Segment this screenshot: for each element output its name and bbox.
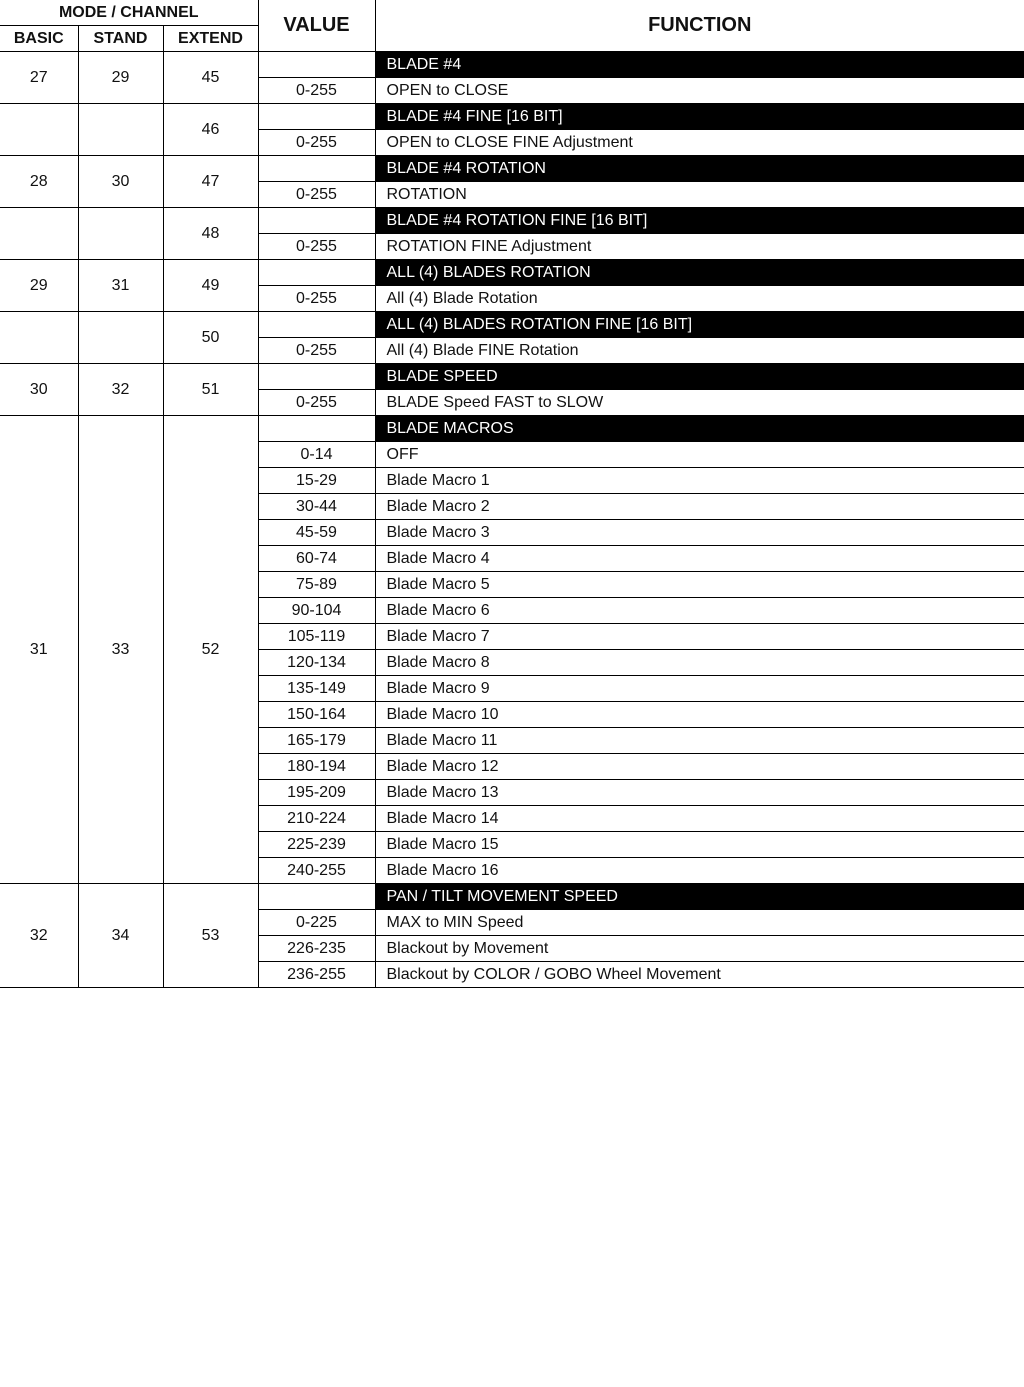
value-cell: 30-44 <box>258 494 375 520</box>
extend-channel-cell: 46 <box>163 104 258 156</box>
value-cell: 0-255 <box>258 130 375 156</box>
value-cell: 105-119 <box>258 624 375 650</box>
extend-channel-cell: 53 <box>163 884 258 988</box>
function-cell: OPEN to CLOSE FINE Adjustment <box>375 130 1024 156</box>
basic-channel-cell <box>0 312 78 364</box>
value-cell: 15-29 <box>258 468 375 494</box>
stand-channel-cell: 33 <box>78 416 163 884</box>
value-cell: 60-74 <box>258 546 375 572</box>
channel-title-row <box>0 104 1024 130</box>
function-cell: All (4) Blade FINE Rotation <box>375 338 1024 364</box>
function-cell: Blade Macro 1 <box>375 468 1024 494</box>
stand-channel-cell <box>78 208 163 260</box>
value-cell: 0-255 <box>258 182 375 208</box>
basic-channel-cell: 27 <box>0 52 78 104</box>
function-cell: Blade Macro 8 <box>375 650 1024 676</box>
value-cell: 0-225 <box>258 910 375 936</box>
function-section-title: BLADE #4 ROTATION <box>375 156 1024 182</box>
function-cell: ROTATION <box>375 182 1024 208</box>
basic-channel-cell: 29 <box>0 260 78 312</box>
extend-channel-cell: 51 <box>163 364 258 416</box>
table-header <box>0 0 1024 52</box>
value-cell: 0-255 <box>258 78 375 104</box>
function-cell: OPEN to CLOSE <box>375 78 1024 104</box>
value-cell: 180-194 <box>258 754 375 780</box>
extend-channel-cell: 50 <box>163 312 258 364</box>
value-cell: 0-255 <box>258 338 375 364</box>
function-header: FUNCTION <box>375 0 1024 52</box>
function-cell: Blade Macro 10 <box>375 702 1024 728</box>
extend-channel-cell: 48 <box>163 208 258 260</box>
value-cell-empty <box>258 416 375 442</box>
extend-header: EXTEND <box>163 26 258 52</box>
table-body <box>0 52 1024 988</box>
function-section-title: BLADE #4 FINE [16 BIT] <box>375 104 1024 130</box>
value-cell: 120-134 <box>258 650 375 676</box>
function-section-title: ALL (4) BLADES ROTATION <box>375 260 1024 286</box>
value-cell: 135-149 <box>258 676 375 702</box>
function-cell: Blade Macro 13 <box>375 780 1024 806</box>
value-cell: 165-179 <box>258 728 375 754</box>
channel-title-row <box>0 884 1024 910</box>
value-cell: 45-59 <box>258 520 375 546</box>
channel-title-row <box>0 260 1024 286</box>
channel-title-row <box>0 52 1024 78</box>
function-cell: Blade Macro 16 <box>375 858 1024 884</box>
stand-channel-cell: 34 <box>78 884 163 988</box>
value-cell: 0-255 <box>258 286 375 312</box>
value-cell: 0-255 <box>258 390 375 416</box>
value-cell: 150-164 <box>258 702 375 728</box>
value-cell: 210-224 <box>258 806 375 832</box>
stand-channel-cell <box>78 104 163 156</box>
basic-header: BASIC <box>0 26 78 52</box>
value-cell: 75-89 <box>258 572 375 598</box>
function-section-title: BLADE #4 ROTATION FINE [16 BIT] <box>375 208 1024 234</box>
function-section-title: BLADE #4 <box>375 52 1024 78</box>
extend-channel-cell: 47 <box>163 156 258 208</box>
value-cell-empty <box>258 208 375 234</box>
basic-channel-cell: 32 <box>0 884 78 988</box>
function-section-title: BLADE MACROS <box>375 416 1024 442</box>
basic-channel-cell: 30 <box>0 364 78 416</box>
function-cell: OFF <box>375 442 1024 468</box>
basic-channel-cell: 28 <box>0 156 78 208</box>
stand-channel-cell: 29 <box>78 52 163 104</box>
stand-header: STAND <box>78 26 163 52</box>
function-section-title: BLADE SPEED <box>375 364 1024 390</box>
stand-channel-cell: 32 <box>78 364 163 416</box>
function-cell: Blade Macro 5 <box>375 572 1024 598</box>
value-cell: 0-255 <box>258 234 375 260</box>
value-cell-empty <box>258 312 375 338</box>
function-cell: All (4) Blade Rotation <box>375 286 1024 312</box>
function-cell: Blade Macro 4 <box>375 546 1024 572</box>
function-cell: Blade Macro 14 <box>375 806 1024 832</box>
function-cell: Blade Macro 2 <box>375 494 1024 520</box>
stand-channel-cell: 30 <box>78 156 163 208</box>
channel-title-row <box>0 416 1024 442</box>
function-cell: Blade Macro 7 <box>375 624 1024 650</box>
value-cell: 236-255 <box>258 962 375 988</box>
value-cell: 225-239 <box>258 832 375 858</box>
channel-title-row <box>0 312 1024 338</box>
function-cell: BLADE Speed FAST to SLOW <box>375 390 1024 416</box>
stand-channel-cell: 31 <box>78 260 163 312</box>
function-cell: Blade Macro 3 <box>375 520 1024 546</box>
function-cell: Blade Macro 11 <box>375 728 1024 754</box>
function-cell: Blade Macro 12 <box>375 754 1024 780</box>
channel-title-row <box>0 208 1024 234</box>
channel-title-row <box>0 156 1024 182</box>
function-section-title: ALL (4) BLADES ROTATION FINE [16 BIT] <box>375 312 1024 338</box>
stand-channel-cell <box>78 312 163 364</box>
extend-channel-cell: 45 <box>163 52 258 104</box>
function-cell: Blade Macro 6 <box>375 598 1024 624</box>
function-cell: Blackout by Movement <box>375 936 1024 962</box>
basic-channel-cell <box>0 208 78 260</box>
function-cell: ROTATION FINE Adjustment <box>375 234 1024 260</box>
value-cell-empty <box>258 104 375 130</box>
value-cell: 226-235 <box>258 936 375 962</box>
value-cell: 0-14 <box>258 442 375 468</box>
value-header: VALUE <box>258 0 375 52</box>
value-cell-empty <box>258 260 375 286</box>
value-cell: 240-255 <box>258 858 375 884</box>
function-cell: Blade Macro 9 <box>375 676 1024 702</box>
function-cell: MAX to MIN Speed <box>375 910 1024 936</box>
value-cell-empty <box>258 156 375 182</box>
value-cell-empty <box>258 884 375 910</box>
value-cell: 195-209 <box>258 780 375 806</box>
mode-channel-header: MODE / CHANNEL <box>0 0 258 26</box>
channel-title-row <box>0 364 1024 390</box>
basic-channel-cell <box>0 104 78 156</box>
function-cell: Blackout by COLOR / GOBO Wheel Movement <box>375 962 1024 988</box>
extend-channel-cell: 52 <box>163 416 258 884</box>
extend-channel-cell: 49 <box>163 260 258 312</box>
function-section-title: PAN / TILT MOVEMENT SPEED <box>375 884 1024 910</box>
basic-channel-cell: 31 <box>0 416 78 884</box>
value-cell-empty <box>258 364 375 390</box>
value-cell-empty <box>258 52 375 78</box>
value-cell: 90-104 <box>258 598 375 624</box>
function-cell: Blade Macro 15 <box>375 832 1024 858</box>
